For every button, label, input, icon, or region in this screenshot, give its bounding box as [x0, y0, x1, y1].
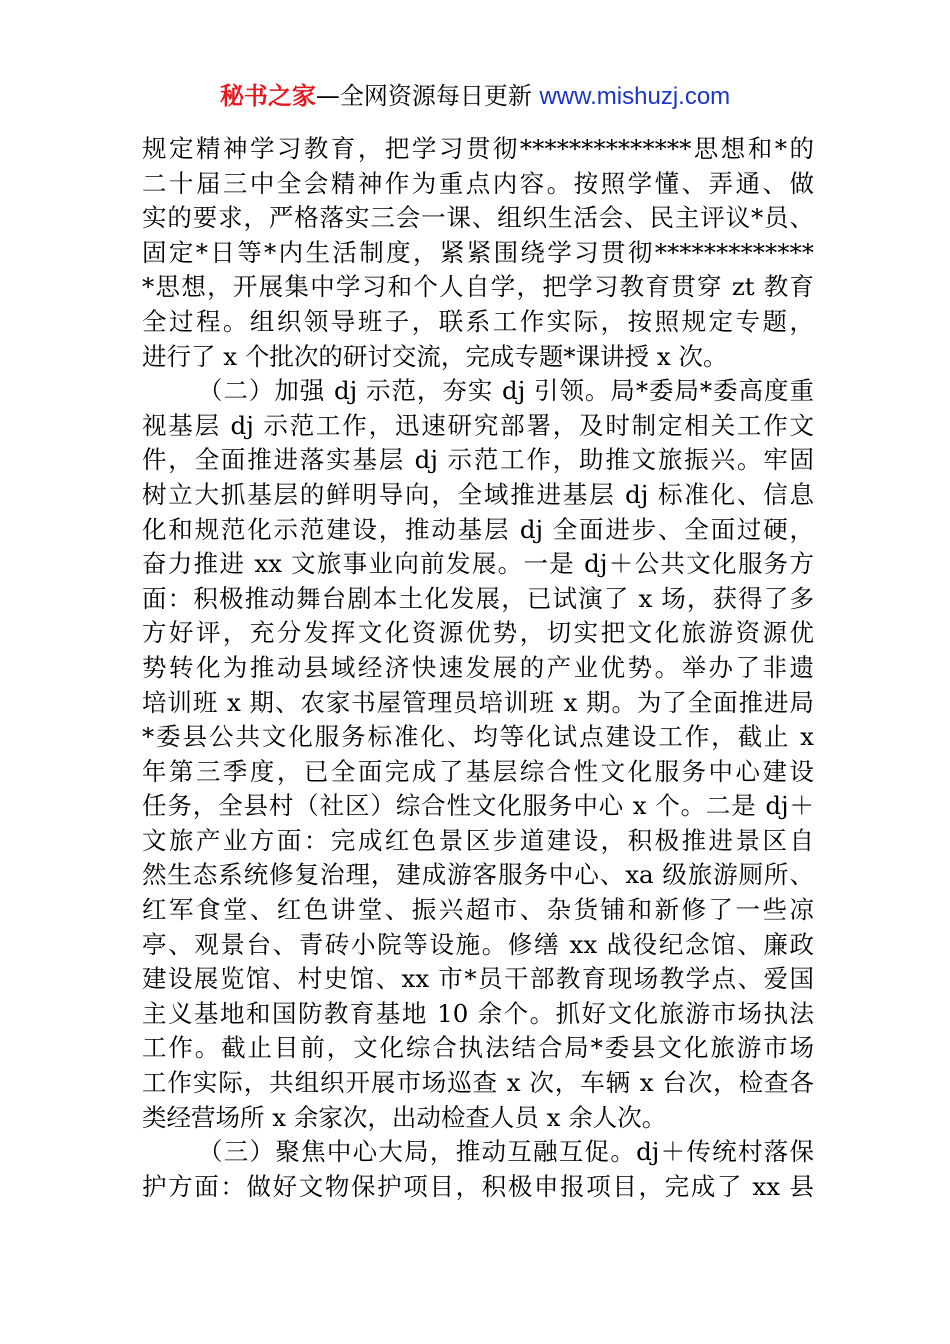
text-line: 工作。截止目前，文化综合执法结合局*委县文化旅游市场 — [142, 1033, 814, 1063]
site-url-link[interactable]: www.mishuzj.com — [539, 83, 731, 110]
text-line: 实的要求，严格落实三会一课、组织生活会、民主评议*员、 — [142, 203, 814, 233]
header-tagline: —全网资源每日更新 — [315, 82, 532, 110]
text-line: 视基层 dj 示范工作，迅速研究部署，及时制定相关工作文 — [142, 410, 814, 440]
text-line: 工作实际，共组织开展市场巡查 x 次，车辆 x 台次，检查各 — [142, 1068, 814, 1098]
text-line: 固定*日等*内生活制度，紧紧围绕学习贯彻************* — [142, 237, 814, 267]
text-line: 亭、观景台、青砖小院等设施。修缮 xx 战役纪念馆、廉政 — [142, 929, 814, 959]
text-line: 势转化为推动县域经济快速发展的产业优势。举办了非遗 — [142, 652, 814, 682]
text-line: 二十届三中全会精神作为重点内容。按照学懂、弄通、做 — [142, 168, 814, 198]
paragraph-continued — [142, 132, 814, 374]
text-line: *思想，开展集中学习和个人自学，把学习教育贯穿 zt 教育 — [142, 272, 814, 302]
text-line: 主义基地和国防教育基地 10 余个。抓好文化旅游市场执法 — [142, 998, 814, 1028]
text-line: 类经营场所 x 余家次，出动检查人员 x 余人次。 — [142, 1102, 667, 1132]
paragraph-three — [142, 1135, 814, 1204]
text-line: 然生态系统修复治理，建成游客服务中心、xa 级旅游厕所、 — [142, 860, 814, 890]
text-line: *委县公共文化服务标准化、均等化试点建设工作，截止 x — [142, 722, 814, 752]
text-line: 全过程。组织领导班子，联系工作实际，按照规定专题， — [142, 306, 814, 336]
text-line: 培训班 x 期、农家书屋管理员培训班 x 期。为了全面推进局 — [142, 687, 814, 717]
paragraph-heading-line: （三）聚焦中心大局，推动互融互促。dj＋传统村落保 — [198, 1137, 814, 1167]
text-line: 方好评，充分发挥文化资源优势，切实把文化旅游资源优 — [142, 618, 814, 648]
text-line: 规定精神学习教育，把学习贯彻**************思想和*的 — [142, 134, 814, 163]
text-line: 进行了 x 个批次的研讨交流，完成专题*课讲授 x 次。 — [142, 341, 728, 371]
text-line: 建设展览馆、村史馆、xx 市*员干部教育现场教学点、爱国 — [142, 964, 814, 994]
document-body — [142, 132, 814, 1204]
text-line: 任务，全县村（社区）综合性文化服务中心 x 个。二是 dj＋ — [142, 791, 814, 821]
text-line: 护方面：做好文物保护项目，积极申报项目，完成了 xx 县 — [142, 1171, 814, 1201]
site-header — [0, 80, 950, 113]
text-line: 红军食堂、红色讲堂、振兴超市、杂货铺和新修了一些凉 — [142, 895, 814, 925]
brand-name: 秘书之家 — [219, 82, 316, 110]
text-line: 化和规范化示范建设，推动基层 dj 全面进步、全面过硬， — [142, 514, 814, 544]
text-line: 件，全面推进落实基层 dj 示范工作，助推文旅振兴。牢固 — [142, 445, 814, 475]
text-line: 奋力推进 xx 文旅事业向前发展。一是 dj＋公共文化服务方 — [142, 549, 814, 579]
text-line: 文旅产业方面：完成红色景区步道建设，积极推进景区自 — [142, 825, 814, 855]
text-line: 年第三季度，已全面完成了基层综合性文化服务中心建设 — [142, 756, 814, 786]
paragraph-two — [142, 374, 814, 1135]
paragraph-heading-line: （二）加强 dj 示范，夯实 dj 引领。局*委局*委高度重 — [198, 376, 814, 406]
text-line: 树立大抓基层的鲜明导向，全域推进基层 dj 标准化、信息 — [142, 479, 814, 509]
text-line: 面：积极推动舞台剧本土化发展，已试演了 x 场，获得了多 — [142, 583, 814, 613]
